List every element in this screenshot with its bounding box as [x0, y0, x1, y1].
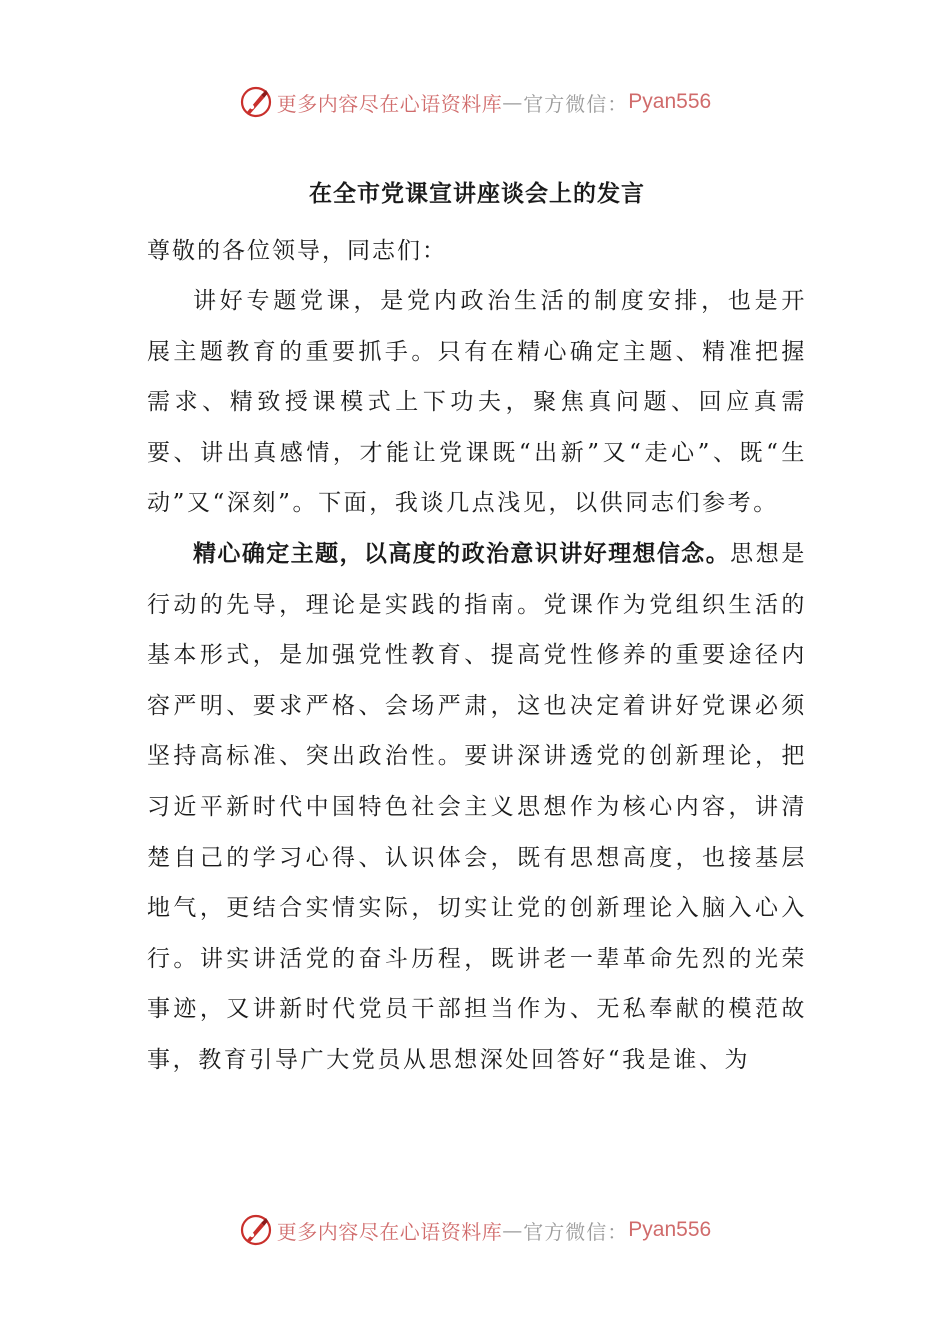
document-title: 在全市党课宣讲座谈会上的发言	[309, 180, 645, 207]
paragraph-section-1	[147, 529, 807, 1086]
quill-pen-logo-icon	[239, 1213, 273, 1247]
paragraph-intro	[147, 276, 807, 529]
quill-pen-logo-icon	[239, 85, 273, 119]
paragraph-text: 讲好专题党课，是党内政治生活的制度安排，也是开展主题教育的重要抓手。只有在精心确定主题、精准把握需求、精致授课模式上下功夫，聚焦真问题、回应真需要、讲出真感情，才能让党课既“出新”又“走心”、既“生动”又“深刻”。下面，我谈几点浅见，以供同志们参考。	[147, 288, 807, 517]
wechat-label: 官方微信：	[523, 1219, 629, 1244]
paragraph-text: 思想是行动的先导，理论是实践的指南。党课作为党组织生活的基本形式，是加强党性教育、提高党性修养的重要途径内容严明、要求严格、会场严肃，这也决定着讲好党课必须坚持高标准、突出政治性。要讲深讲透党的创新理论，把习近平新时代中国特色社会主义思想作为核心内容，讲清楚自己的学习心得、认识体会，既有思想高度，也接基层地气，更结合实情实际，切实让党的创新理论入脑入心入行。讲实讲活党的奋斗历程，既讲老一辈革命先烈的光荣事迹，又讲新时代党员干部担当作为、无私奉献的模范故事，教育引导广大党员从思想深处回答好“我是谁、为	[147, 540, 807, 1073]
wechat-id: Pyan556	[628, 1218, 712, 1241]
banner-separator: —	[502, 90, 524, 114]
footer-watermark-banner	[0, 1210, 950, 1250]
salutation: 尊敬的各位领导，同志们：	[147, 238, 447, 264]
banner-separator: —	[502, 1218, 524, 1242]
document-body	[147, 176, 807, 1086]
section-heading: 精心确定主题，以高度的政治意识讲好理想信念。	[193, 539, 731, 567]
brand-text: 更多内容尽在心语资料库	[276, 91, 503, 116]
brand-text: 更多内容尽在心语资料库	[276, 1219, 503, 1244]
wechat-label: 官方微信：	[523, 91, 629, 116]
header-watermark-banner	[0, 82, 950, 122]
wechat-id: Pyan556	[628, 90, 712, 113]
